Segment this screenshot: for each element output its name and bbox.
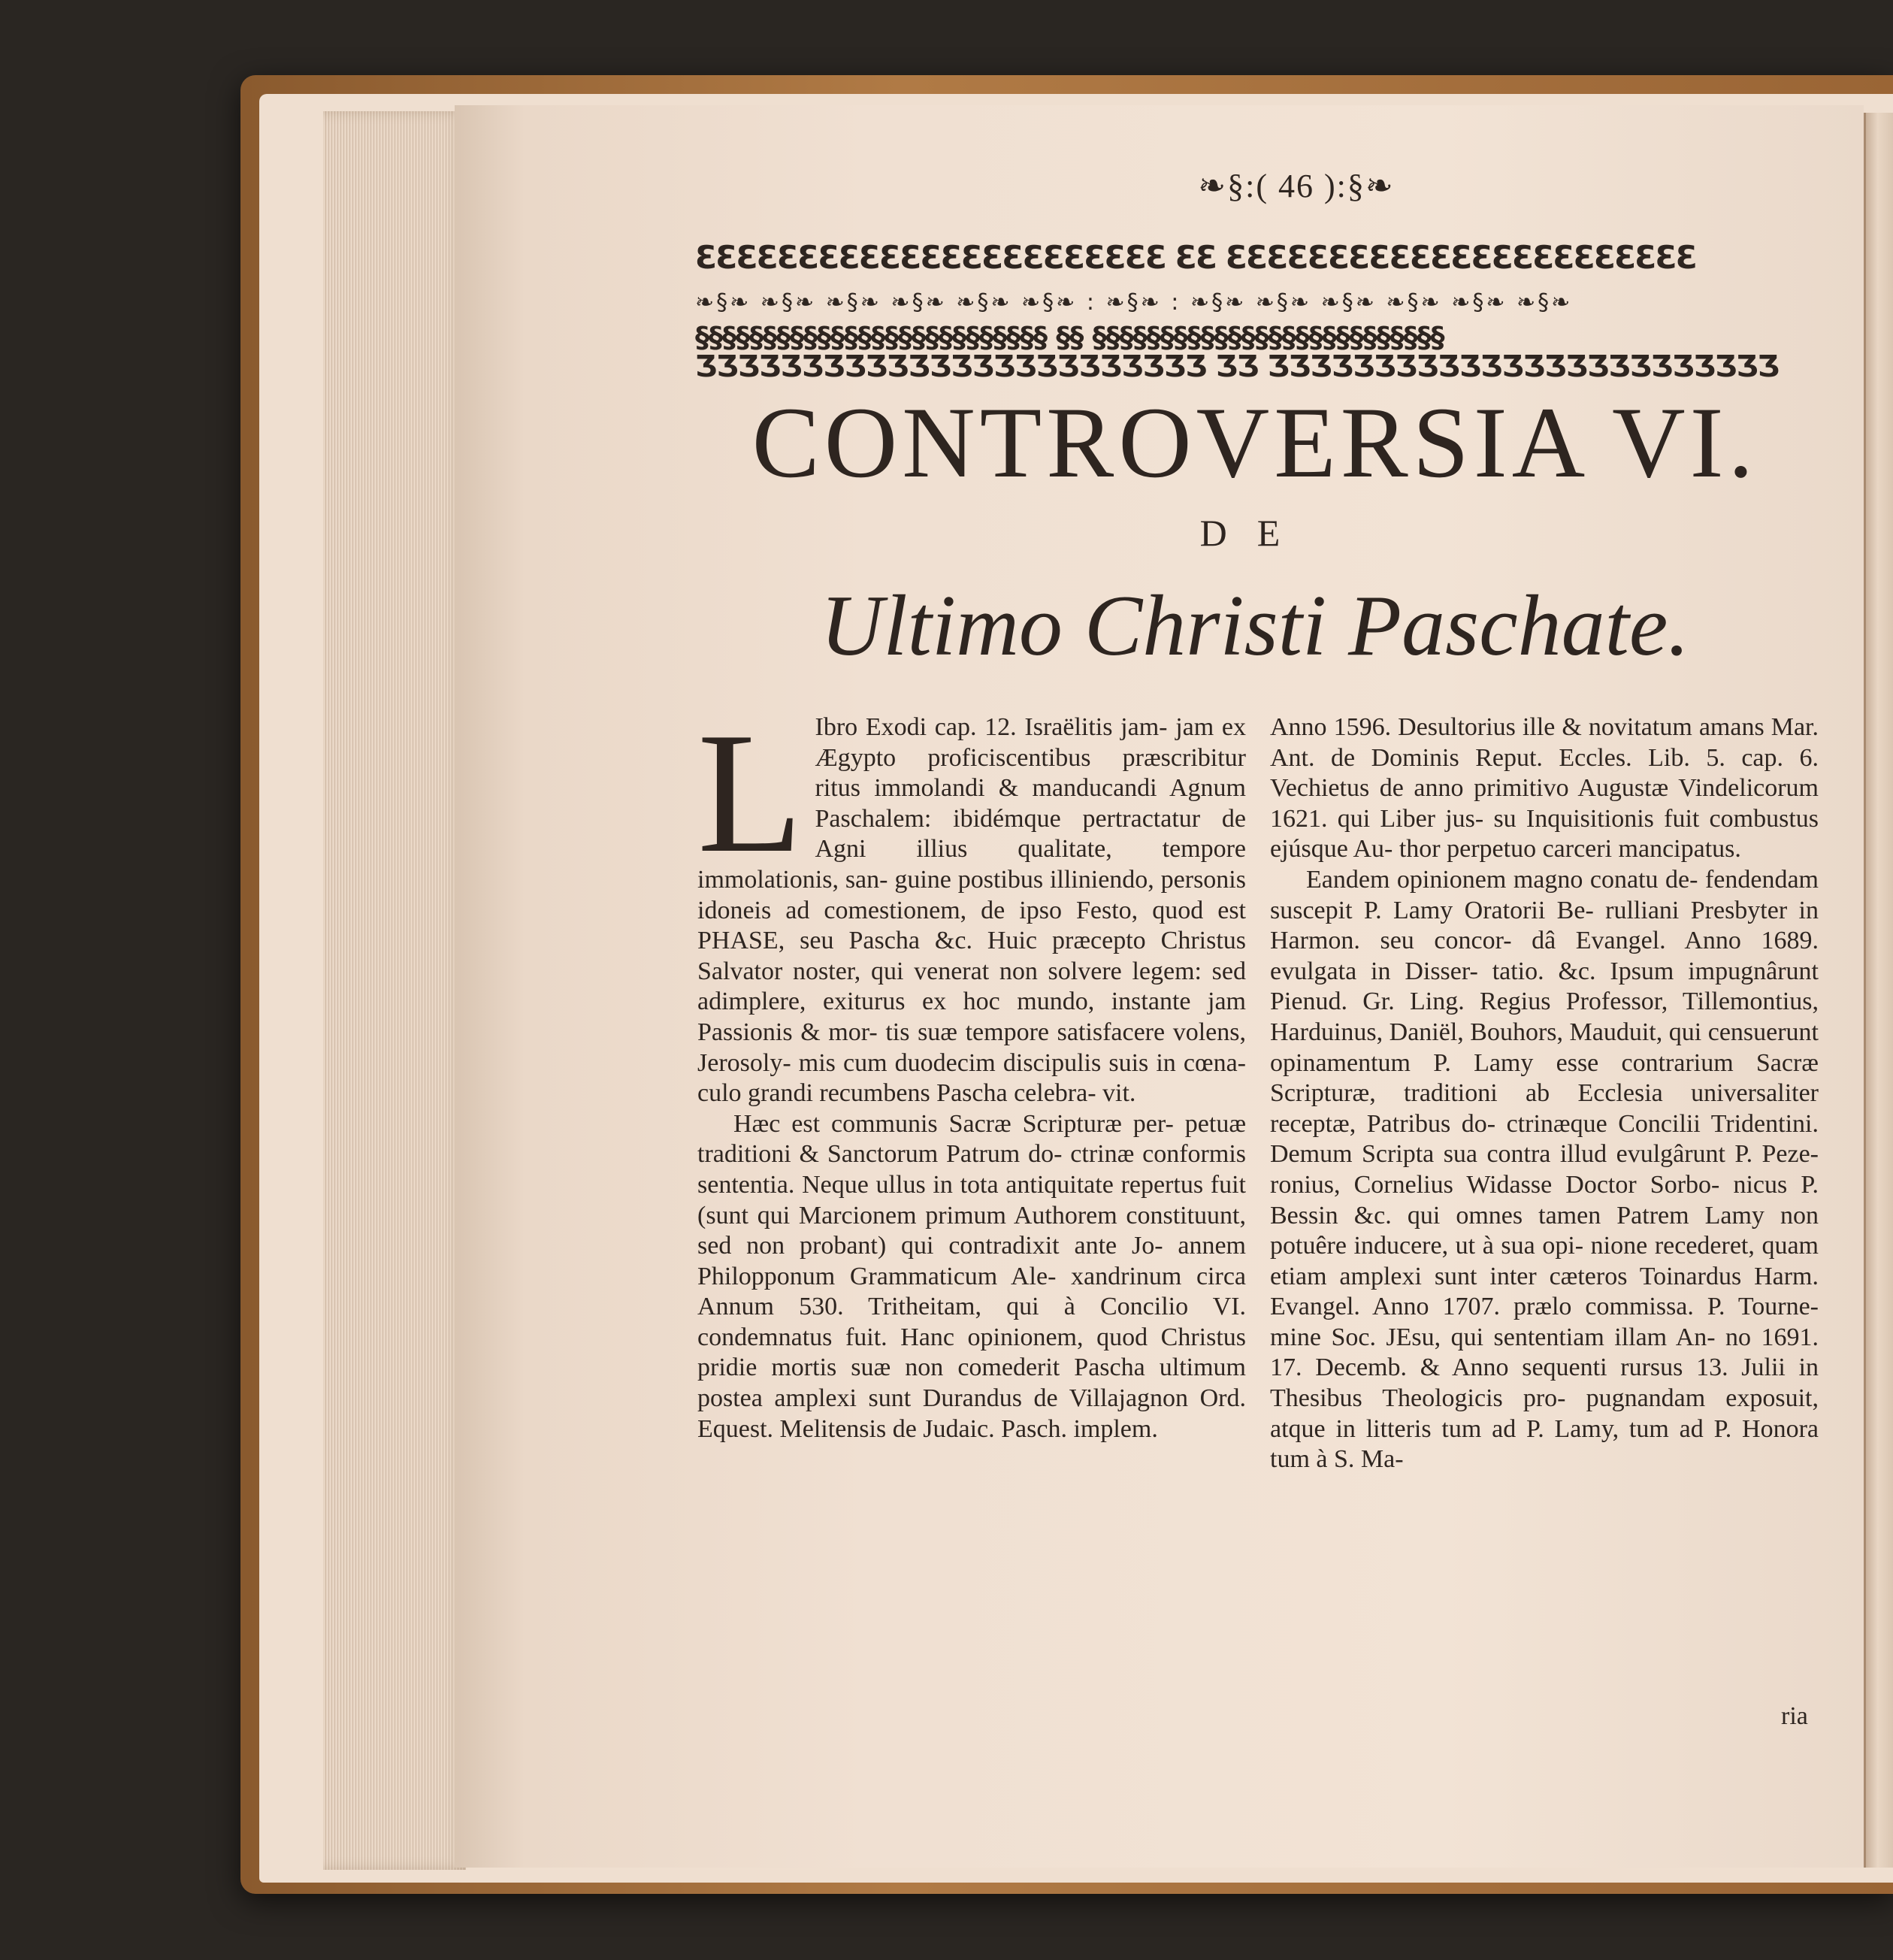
ornament-row-a: §§§§§§§§§§§§§§§§§§§§§§§§§§ §§ §§§§§§§§§§§§§§§§§§§§§§§§§§ <box>695 323 1444 354</box>
ornament-row-b: ƷƷƷƷƷƷƷƷƷƷƷƷƷƷƷƷƷƷƷƷƷƷƷƷ ƷƷ ƷƷƷƷƷƷƷƷƷƷƷƷƷƷƷƷƷƷƷƷƷƷƷƷ <box>695 349 1780 382</box>
drop-cap: L <box>697 697 803 888</box>
paragraph: Hæc est communis Sacræ Scripturæ per- petuæ traditioni & Sanctorum Patrum do- ctrinæ conformis sententia. Neque ullus in tota antiquitate repertus fuit (sunt qui Marcionem primum Authorem constituunt, sed non probant) qui contradixit ante Jo- annem Philopponum Grammaticum Ale- xandrinum circa Annum 530. Tritheitam, qui à Concilio VI. condemnatus fuit. Hanc opinionem, quod Christus pridie mortis suæ non comederit Pascha ultimum postea amplexi sunt Durandus de Villajagnon Ord. Equest. Melitensis de Judaic. Pasch. implem. <box>697 1109 1246 1443</box>
paragraph: Eandem opinionem magno conatu de- fendendam suscepit P. Lamy Oratorii Be- rulliani Presbyter in Harmon. seu concor- dâ Evangel. Anno 1689. evulgata in Disser- tatio. &c. Ipsum impugnârunt Pienud. Gr. Ling. Regius Professor, Tillemontius, Harduinus, Daniël, Bouhors, Mauduit, qui censuerunt opinamentum P. Lamy esse contrarium Sacræ Scripturæ, traditioni ab Ecclesia universaliter receptæ, Patribus do- ctrinæque Concilii Tridentini. Demum Scripta sua contra illud evulgârunt P. Peze- ronius, Cornelius Widasse Doctor Sorbo- nicus P. Bessin &c. qui omnes tamen Patrem Lamy non potuêre inducere, ut à sua opi- nione recederet, quam etiam amplexi sunt inter cæteros Toinardus Harm. Evangel. Anno 1707. prælo commissa. P. Tourne- mine Soc. JEsu, qui sententiam illam An- no 1691. 17. Decemb. & Anno sequenti rursus 13. Julii in Thesibus Theologicis pro- pugnandam exposuit, atque in litteris tum ad P. Lamy, tum ad P. Honora tum à S. Ma- <box>1270 865 1819 1474</box>
chapter-subtitle: Ultimo Christi Paschate. <box>820 578 1690 674</box>
page-edges <box>323 111 466 1870</box>
next-leaf-edge <box>1864 113 1893 1868</box>
left-column <box>697 697 1246 1444</box>
catchword: ria <box>1781 1702 1808 1730</box>
page-number: ❧§:( 46 ):§❧ <box>1198 168 1395 204</box>
right-column <box>1270 712 1819 1475</box>
chapter-de: DE <box>1199 512 1311 554</box>
ornament-band-middle: ❧§❧ ❧§❧ ❧§❧ ❧§❧ ❧§❧ ❧§❧ : ❧§❧ : ❧§❧ ❧§❧ ❧§❧ ❧§❧ ❧§❧ ❧§❧ <box>695 289 1573 316</box>
paragraph: Anno 1596. Desultorius ille & novitatum amans Mar. Ant. de Dominis Reput. Eccles. Lib. 5. cap. 6. Vechietus de anno primitivo Augustæ Vindelicorum 1621. qui Liber jus- su Inquisitionis fuit combustus ejúsque Au- thor perpetuo carceri mancipatus. <box>1270 713 1819 864</box>
chapter-title: CONTROVERSIA VI. <box>751 387 1758 499</box>
paragraph <box>697 697 1246 1109</box>
ornament-band-top: ƐƐƐƐƐƐƐƐƐƐƐƐƐƐƐƐƐƐƐƐƐƐƐ ƐƐ ƐƐƐƐƐƐƐƐƐƐƐƐƐƐƐƐƐƐƐƐƐƐƐ <box>695 239 1696 276</box>
ornament-band-bottom <box>695 323 1815 382</box>
paragraph-text: Ibro Exodi cap. 12. Israëlitis jam- jam ex Ægypto proficiscentibus præscribitur ritus immolandi & manducandi Agnum Paschalem: ibidémque pertractatur de Agni illius qualitate, tempore immolationis, san- guine postibus illiniendo, personis idoneis ad comestionem, de ipso Festo, quod est PHASE, seu Pascha &c. Huic præcepto Christus Salvator noster, qui venerat non solvere legem: sed adimplere, exiturus ex hoc mundo, instante jam Passionis & mor- tis suæ tempore satisfacere volens, Jerosoly- mis cum duodecim discipulis suis in cœna- culo grandi recumbens Pascha celebra- vit. <box>697 713 1246 1108</box>
